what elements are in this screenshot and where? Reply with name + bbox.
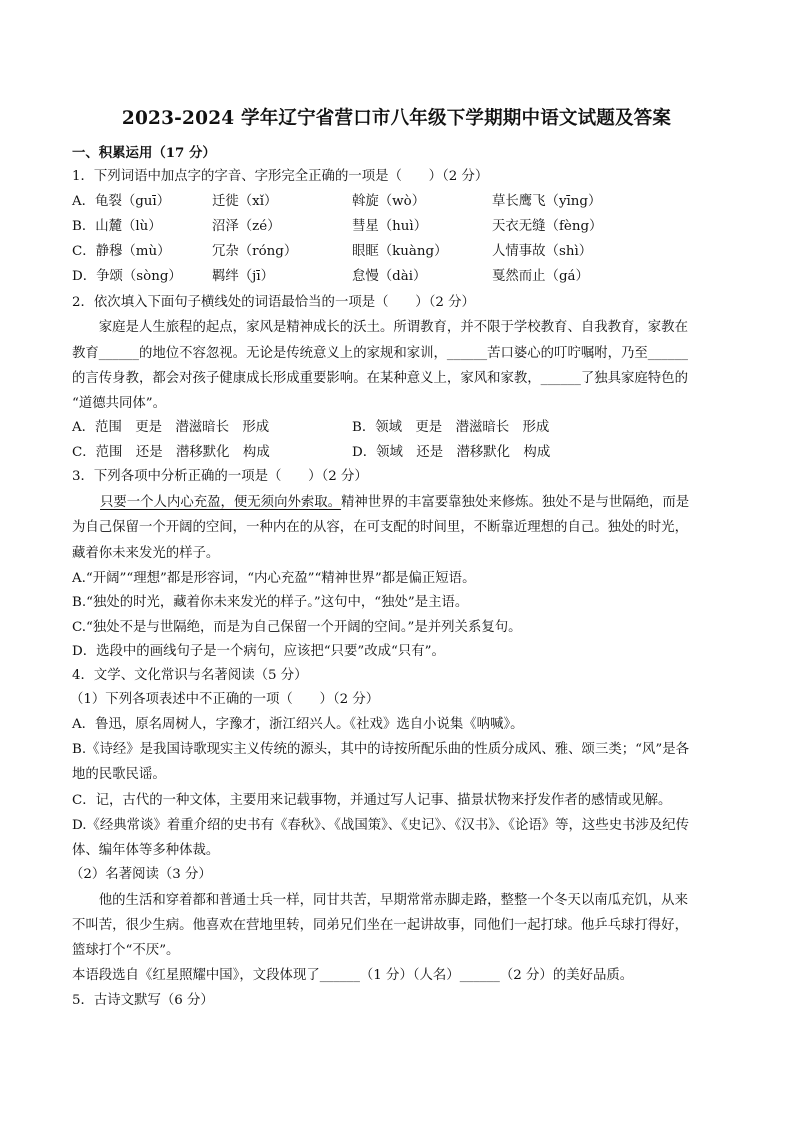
q4-sub1-option-d-cont: 体、编年体等多种体裁。 [72,843,220,858]
q2-paragraph-line: 教育______的地位不容忽视。无论是传统意义上的家规和家训，______苦口婆心的叮咛嘱咐，乃至______ [72,346,688,361]
q3-option-d: D．选段中的画线句子是一个病句，应该把“只要”改成“只有”。 [72,644,445,659]
section-heading: 一、积累运用（17 分） [72,145,216,161]
q1-option-b-3: 彗星（huì） [352,219,428,234]
q4-sub1-option-b: B.《诗经》是我国诗歌现实主义传统的源头，其中的诗按所配乐曲的性质分成风、雅、颂三类；“风”是各 [72,742,689,757]
q4-sub1-option-c: C．记，古代的一种文体，主要用来记载事物，并通过写人记事、描景状物来抒发作者的感情或见解。 [72,793,672,808]
q4-sub1-option-d: D.《经典常谈》着重介绍的史书有《春秋》、《战国策》、《史记》、《汉书》、《论语》等，这些史书涉及纪传 [72,818,690,833]
question-4-stem: 4．文学、文化常识与名著阅读（5 分） [72,668,308,683]
question-2-stem: 2．依次填入下面句子横线处的词语最恰当的一项是（ ）（2 分） [72,295,475,310]
q1-option-d-2: 羁绊（jī） [212,269,274,284]
q4-sub2-paragraph-line: 他的生活和穿着都和普通士兵一样，同甘共苦，早期常常赤脚走路，整整一个冬天以南瓜充饥，从来 [72,893,688,908]
q4-sub2-stem: （2）名著阅读（3 分） [70,867,212,882]
q1-option-a-2: 迁徙（xǐ） [212,194,278,209]
question-5-stem: 5．古诗文默写（6 分） [72,993,214,1008]
q1-option-d-3: 怠慢（dài） [352,269,427,284]
q2-option-a: A．范围 更是 潜滋暗长 形成 [72,420,270,435]
q1-option-c-4: 人情事故（shì） [492,244,593,259]
q2-option-b: B．领域 更是 潜滋暗长 形成 [352,420,550,435]
q3-paragraph-rest: 精神世界的丰富要靠独处来修炼。独处不是与世隔绝，而是 [341,495,690,510]
q1-option-a-4: 草长鹰飞（yīng） [492,194,602,209]
q3-option-b: B.“独处的时光，藏着你未来发光的样子。”这句中，“独处”是主语。 [72,595,469,610]
q2-paragraph-line: 家庭是人生旅程的起点，家风是精神成长的沃土。所谓教育，并不限于学校教育、自我教育，家教在 [72,320,688,335]
q4-sub2-fill-blank: 本语段选自《红星照耀中国》，文段体现了______（1 分）（人名）______（2 分）的美好品质。 [72,968,634,983]
q1-option-b-4: 天衣无缝（fèng） [492,219,603,234]
q1-option-c-2: 冗杂（róng） [212,244,298,259]
q4-sub1-option-a: A．鲁迅，原名周树人，字豫才，浙江绍兴人。《社戏》选自小说集《呐喊》。 [72,717,524,732]
q2-paragraph-line: 的言传身教，都会对孩子健康成长形成重要影响。在某种意义上，家风和家教，______了独具家庭特色的 [72,371,688,386]
q1-option-b-1: B．山麓（lù） [72,219,162,234]
q2-paragraph-line: “道德共同体”。 [72,396,167,411]
q1-option-c-1: C．静穆（mù） [72,244,171,259]
q1-option-a-1: A．龟裂（guī） [72,194,171,209]
q4-sub1-stem: （1）下列各项表述中不正确的一项（ ）（2 分） [70,692,380,707]
q4-sub2-paragraph-line: 篮球打个“不厌”。 [72,943,180,958]
q3-option-c: C.“独处不是与世隔绝，而是为自己保留一个开阔的空间。”是并列关系复句。 [72,620,522,635]
q3-paragraph-line: 为自己保留一个开阔的空间，一种内在的从容，在可支配的时间里，不断靠近理想的自己。独处的时光， [72,520,688,535]
q2-option-d: D．领域 还是 潜移默化 构成 [352,445,551,460]
q1-option-d-1: D．争颂（sòng） [72,269,182,284]
q1-option-d-4: 戛然而止（gá） [492,269,589,284]
q3-paragraph-first-line [100,494,689,512]
q3-option-a: A.“开阔”“理想”都是形容词，“内心充盈”“精神世界”都是偏正短语。 [72,571,476,586]
q1-option-b-2: 沼泽（zé） [212,219,281,234]
question-1-stem: 1．下列词语中加点字的字音、字形完全正确的一项是（ ）（2 分） [72,169,489,184]
question-3-stem: 3．下列各项中分析正确的一项是（ ）（2 分） [72,469,368,484]
underlined-sentence: 只要一个人内心充盈，便无须向外索取。 [100,495,342,510]
q4-sub2-paragraph-line: 不叫苦，很少生病。他喜欢在营地里转，同弟兄们坐在一起讲故事，同他们一起打球。他乒乓球打得好， [72,918,688,933]
q2-option-c: C．范围 还是 潜移默化 构成 [72,445,270,460]
q1-option-a-3: 斡旋（wò） [352,194,426,209]
page-title: 2023-2024 学年辽宁省营口市八年级下学期期中语文试题及答案 [121,108,672,129]
q1-option-c-3: 眼眶（kuàng） [352,244,448,259]
q3-paragraph-line: 藏着你未来发光的样子。 [72,546,220,561]
q4-sub1-option-b-cont: 地的民歌民谣。 [72,767,166,782]
